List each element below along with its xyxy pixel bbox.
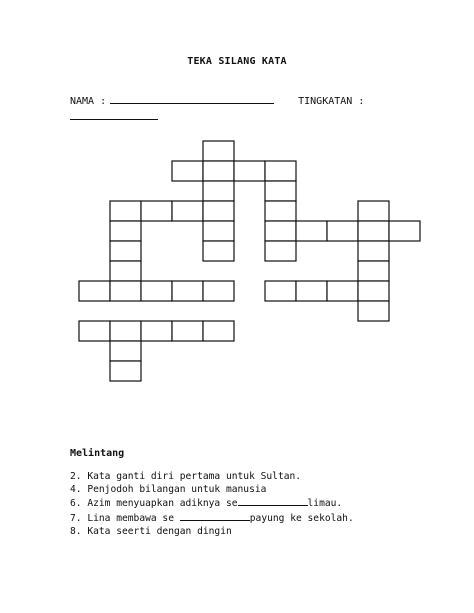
grid-cell[interactable]: [265, 241, 296, 261]
answer-blank[interactable]: [180, 511, 250, 521]
grid-cell[interactable]: [141, 321, 172, 341]
name-label: NAMA :: [70, 96, 107, 107]
clue-item: 7. Lina membawa se payung ke sekolah.: [70, 512, 354, 524]
page-title: TEKA SILANG KATA: [187, 56, 287, 67]
grid-cell[interactable]: [110, 261, 141, 281]
grid-cell[interactable]: [265, 161, 296, 181]
grid-cell[interactable]: [234, 161, 265, 181]
grid-cell[interactable]: [110, 321, 141, 341]
grid-cell[interactable]: [203, 221, 234, 241]
grid-cell[interactable]: [203, 141, 234, 161]
clue-item: 4. Penjodoh bilangan untuk manusia: [70, 484, 267, 496]
grid-cell[interactable]: [296, 281, 327, 301]
grid-cell[interactable]: [203, 321, 234, 341]
answer-blank[interactable]: [238, 496, 308, 506]
section-heading: Melintang: [70, 448, 125, 459]
grid-cell[interactable]: [172, 281, 203, 301]
grid-cell[interactable]: [79, 321, 110, 341]
grid-cell[interactable]: [110, 201, 141, 221]
grid-cell[interactable]: [203, 161, 234, 181]
grid-cell[interactable]: [203, 201, 234, 221]
grid-cell[interactable]: [203, 241, 234, 261]
grid-cell[interactable]: [358, 241, 389, 261]
grid-cell[interactable]: [172, 321, 203, 341]
grid-cell[interactable]: [358, 301, 389, 321]
clue-item: 2. Kata ganti diri pertama untuk Sultan.: [70, 471, 302, 482]
grid-cell[interactable]: [358, 221, 389, 241]
grid-cell[interactable]: [265, 181, 296, 201]
grid-cell[interactable]: [79, 281, 110, 301]
grid-cell[interactable]: [265, 281, 296, 301]
clue-item: 8. Kata seerti dengan dingin: [70, 525, 232, 537]
grid-cell[interactable]: [296, 221, 327, 241]
grid-cell[interactable]: [358, 201, 389, 221]
grid-cell[interactable]: [327, 281, 358, 301]
grid-cell[interactable]: [265, 221, 296, 241]
grid-cell[interactable]: [358, 281, 389, 301]
grid-cell[interactable]: [172, 201, 203, 221]
grid-cell[interactable]: [172, 161, 203, 181]
grid-cell[interactable]: [203, 281, 234, 301]
clue-item: 6. Azim menyuapkan adiknya se limau.: [70, 498, 343, 510]
grid-cell[interactable]: [358, 261, 389, 281]
grid-cell[interactable]: [110, 281, 141, 301]
grid-cell[interactable]: [141, 281, 172, 301]
grid-cell[interactable]: [110, 361, 141, 381]
level-label: TINGKATAN :: [298, 96, 365, 107]
clue-list: [70, 470, 354, 538]
grid-cell[interactable]: [110, 221, 141, 241]
grid-cell[interactable]: [110, 341, 141, 361]
grid-cell[interactable]: [110, 241, 141, 261]
grid-cell[interactable]: [141, 201, 172, 221]
grid-cell[interactable]: [265, 201, 296, 221]
grid-cell[interactable]: [203, 181, 234, 201]
grid-cell[interactable]: [389, 221, 420, 241]
grid-cell[interactable]: [327, 221, 358, 241]
